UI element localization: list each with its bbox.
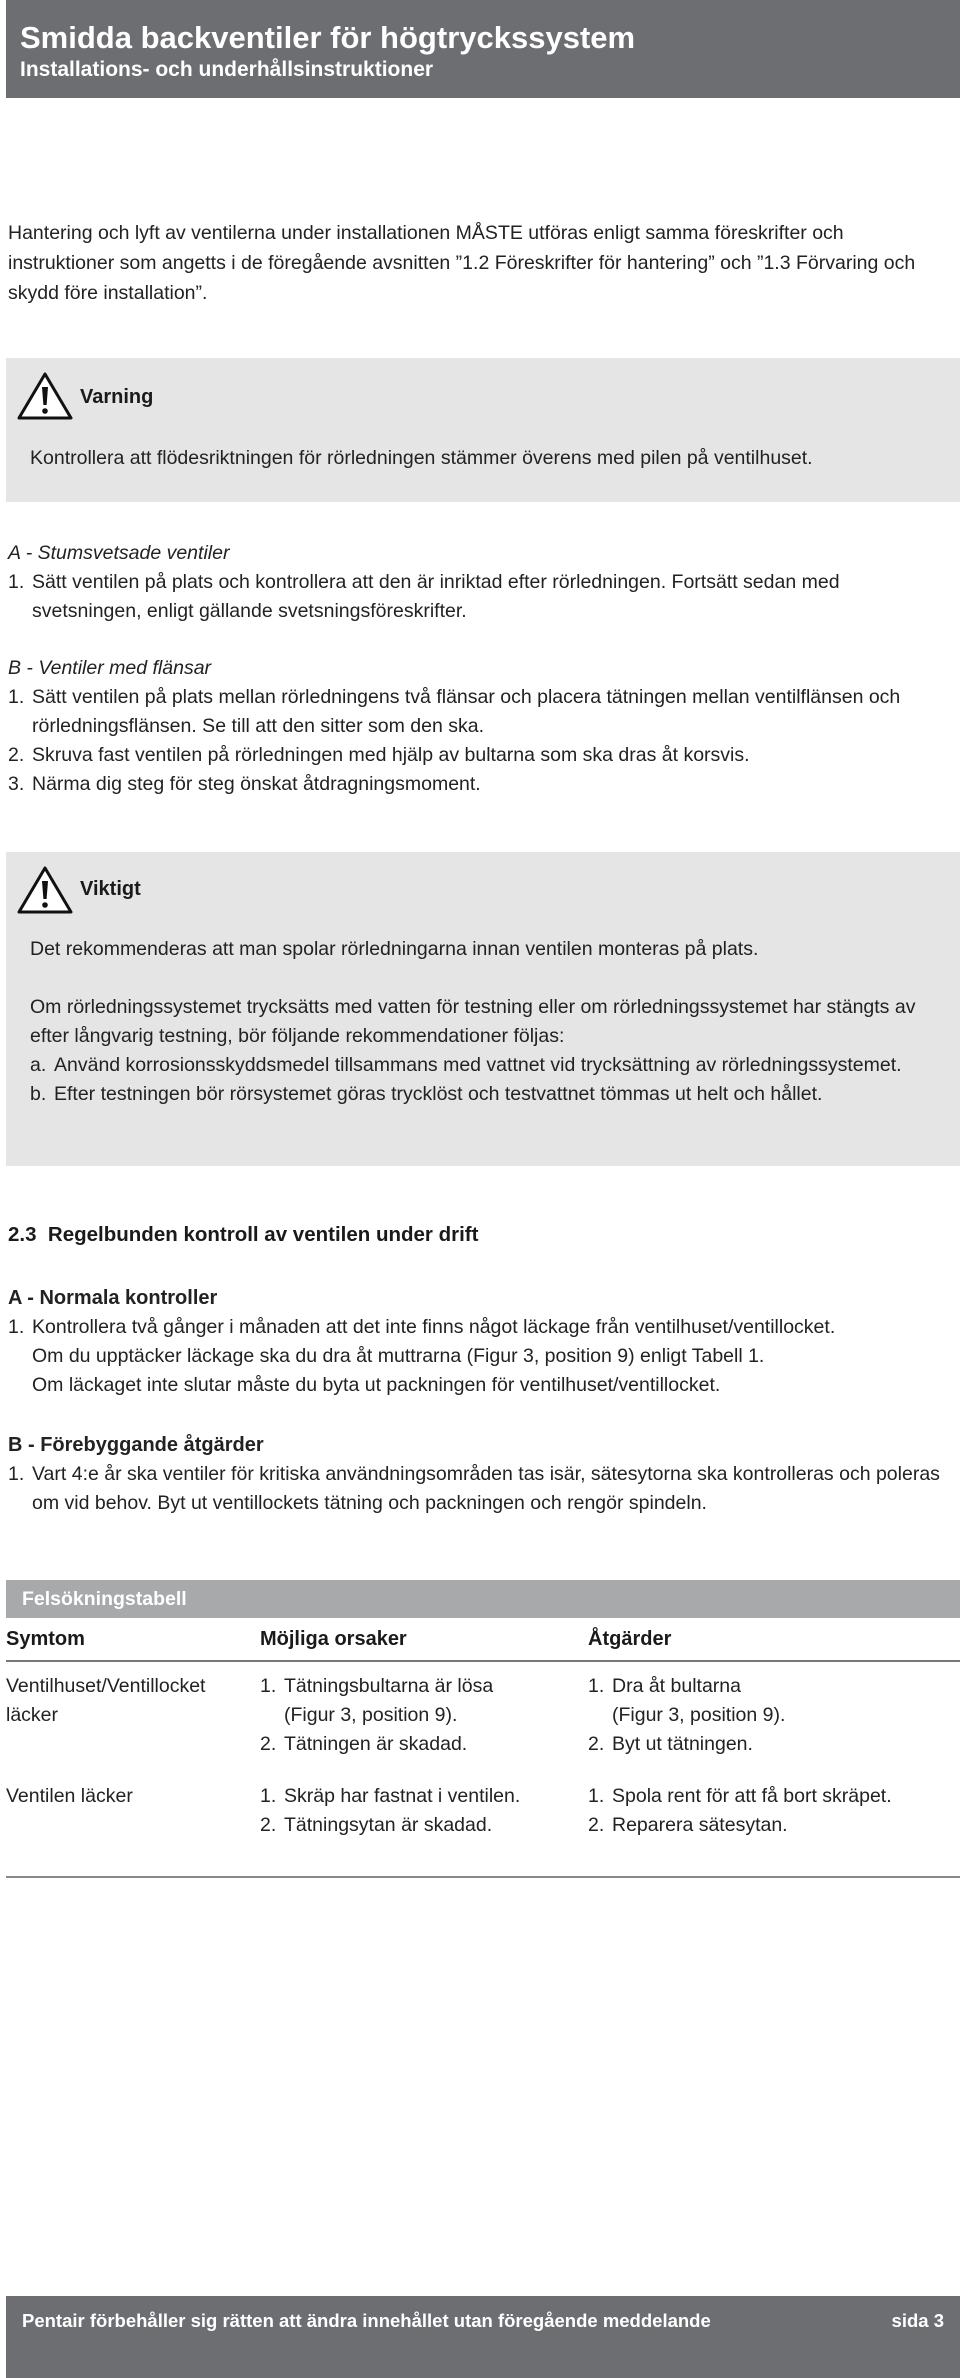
- warning-icon: [16, 370, 74, 422]
- list-item: [30, 1051, 948, 1080]
- section-number: 2.3: [8, 1223, 37, 1246]
- item-text: Efter testningen bör rörsystemet göras trycklöst och testvattnet tömmas ut helt och hållet.: [54, 1083, 823, 1105]
- table-row: [6, 1662, 960, 1780]
- document-title: Smidda backventiler för högtryckssystem: [20, 20, 636, 55]
- important-box: [6, 852, 960, 1166]
- item-text: Använd korrosionsskyddsmedel tillsammans med vattnet vid trycksättning av rörledningssystemet.: [54, 1054, 902, 1076]
- section-a: [8, 539, 953, 626]
- table-header: [6, 1618, 960, 1662]
- item-text-extra: Om du upptäcker läckage ska du dra åt muttrarna (Figur 3, position 9) enligt Tabell 1.: [32, 1345, 765, 1367]
- actions-cell: 1. Spola rent för att få bort skräpet. 2. Reparera sätesytan.: [588, 1785, 892, 1836]
- item-number: 1.: [8, 571, 25, 593]
- section-a-heading: A - Stumsvetsade ventiler: [8, 542, 230, 564]
- item-text: Sätt ventilen på plats mellan rörledningens två flänsar och placera tätningen mellan ventilflänsen och rörledningsflänsen. Se till att den sitter som den ska.: [32, 686, 901, 737]
- important-text-2: Om rörledningssystemet trycksätts med vatten för testning eller om rörledningssystemet har stängts av efter långvarig testning, bör följande rekommendationer följas:: [30, 996, 916, 1047]
- item-text: Sätt ventilen på plats och kontrollera att den är inriktad efter rörledningen. Fortsätt sedan med svetsningen, enligt gällande svetsningsföreskrifter.: [32, 571, 840, 622]
- footer-disclaimer: Pentair förbehåller sig rätten att ändra innehållet utan föregående meddelande: [22, 2310, 711, 2331]
- list-item: [30, 1080, 948, 1109]
- list-item: [8, 683, 953, 741]
- troubleshooting-table: [6, 1580, 960, 1860]
- causes-cell: 1. Skräp har fastnat i ventilen. 2. Tätningsytan är skadad.: [260, 1785, 521, 1836]
- section-b-heading: B - Ventiler med flänsar: [8, 657, 212, 679]
- item-letter: b.: [30, 1083, 47, 1105]
- table-row: [6, 1780, 960, 1860]
- item-text: Vart 4:e år ska ventiler för kritiska användningsområden tas isär, sätesytorna ska kontrolleras och poleras om vid behov. Byt ut ventillockets tätning och packningen och rengör spindeln.: [32, 1463, 940, 1514]
- list-item: [8, 568, 953, 626]
- item-text: Närma dig steg för steg önskat åtdragningsmoment.: [32, 773, 481, 795]
- document-subtitle: Installations- och underhållsinstruktioner: [20, 58, 434, 81]
- item-number: 1.: [8, 686, 25, 708]
- list-item: [8, 1460, 953, 1518]
- preventive-heading: B - Förebyggande åtgärder: [8, 1434, 264, 1456]
- actions-cell: 1. Dra åt bultarna (Figur 3, position 9). 2. Byt ut tätningen.: [588, 1675, 786, 1755]
- item-number: 2.: [8, 744, 25, 766]
- column-header-actions: Åtgärder: [588, 1628, 672, 1650]
- warning-title: Varning: [80, 386, 154, 408]
- column-header-causes: Möjliga orsaker: [260, 1628, 407, 1650]
- item-number: 1.: [8, 1316, 25, 1338]
- warning-text: Kontrollera att flödesriktningen för rörledningen stämmer överens med pilen på ventilhuset.: [30, 447, 813, 469]
- important-text-2-block: [30, 993, 948, 1109]
- intro-paragraph: Hantering och lyft av ventilerna under installationen MÅSTE utföras enligt samma föreskrifter och instruktioner som angetts i de föregående avsnitten ”1.2 Föreskrifter för hantering” och ”1.3 Förvaring och skydd före installation”.: [8, 222, 916, 304]
- preventive-measures: [8, 1431, 953, 1518]
- list-item: [8, 770, 953, 799]
- item-number: 1.: [8, 1463, 25, 1485]
- symptom-cell: Ventilen läcker: [6, 1785, 133, 1807]
- list-item: [8, 741, 953, 770]
- table-bottom-rule: [6, 1876, 960, 1878]
- important-title: Viktigt: [80, 878, 141, 900]
- table-title: Felsökningstabell: [6, 1580, 960, 1618]
- symptom-cell: Ventilhuset/Ventillocket läcker: [6, 1675, 206, 1726]
- page-number: sida 3: [891, 2310, 944, 2331]
- item-letter: a.: [30, 1054, 47, 1076]
- warning-icon: [16, 864, 74, 916]
- item-number: 3.: [8, 773, 25, 795]
- page-footer: [6, 2296, 960, 2378]
- normal-checks: [8, 1284, 953, 1400]
- list-item: [8, 1313, 953, 1400]
- column-header-symptom: Symtom: [6, 1628, 85, 1650]
- item-text: Kontrollera två gånger i månaden att det inte finns något läckage från ventilhuset/ventillocket.: [32, 1316, 836, 1338]
- section-heading-2-3: [8, 1223, 478, 1247]
- section-b: [8, 654, 953, 799]
- normal-checks-heading: A - Normala kontroller: [8, 1287, 218, 1309]
- section-title: Regelbunden kontroll av ventilen under drift: [47, 1223, 479, 1246]
- warning-box: [6, 358, 960, 502]
- item-text: Skruva fast ventilen på rörledningen med hjälp av bultarna som ska dras åt korsvis.: [32, 744, 750, 766]
- page-header: [6, 0, 960, 98]
- important-text-1: Det rekommenderas att man spolar rörledningarna innan ventilen monteras på plats.: [30, 938, 759, 960]
- causes-cell: 1. Tätningsbultarna är lösa (Figur 3, position 9). 2. Tätningen är skadad.: [260, 1675, 494, 1755]
- item-text-extra: Om läckaget inte slutar måste du byta ut packningen för ventilhuset/ventillocket.: [32, 1374, 721, 1396]
